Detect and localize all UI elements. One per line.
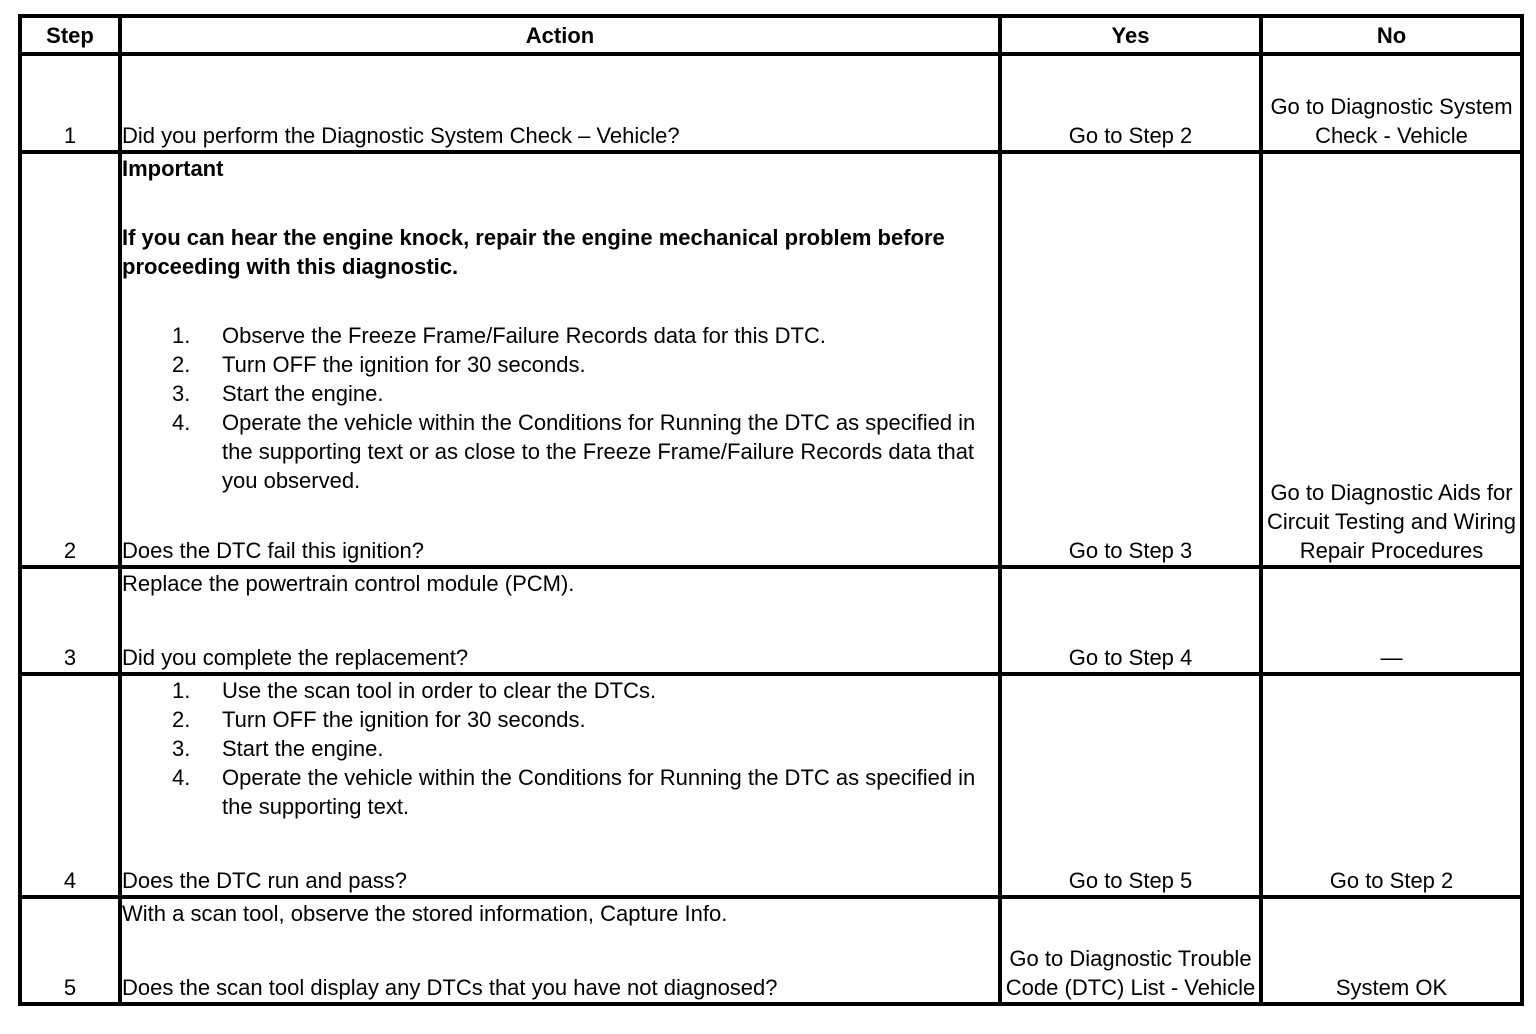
header-step: Step [20, 16, 120, 54]
list-item [172, 321, 998, 350]
action-text: Did you perform the Diagnostic System Check – Vehicle? [122, 123, 680, 148]
yes-cell: Go to Step 2 [1000, 54, 1261, 152]
header-action: Action [120, 16, 1000, 54]
list-item-number: 4. [172, 410, 191, 435]
procedure-list [122, 321, 998, 495]
action-cell [120, 152, 1000, 567]
list-item-number: 1. [172, 678, 191, 703]
step-number: 2 [20, 152, 120, 567]
table-row [20, 674, 1522, 897]
table-row [20, 54, 1522, 152]
list-item-text: Turn OFF the ignition for 30 seconds. [222, 352, 586, 377]
question-text: Did you complete the replacement? [122, 645, 469, 670]
list-item-text: Observe the Freeze Frame/Failure Records data for this DTC. [222, 323, 826, 348]
no-cell: System OK [1261, 897, 1522, 1004]
question-text: Does the scan tool display any DTCs that you have not diagnosed? [122, 975, 778, 1000]
action-cell [120, 567, 1000, 674]
list-item [172, 379, 998, 408]
question-text: Does the DTC run and pass? [122, 868, 407, 893]
step-number: 1 [20, 54, 120, 152]
no-cell: Go to Diagnostic Aids for Circuit Testing and Wiring Repair Procedures [1261, 152, 1522, 567]
important-label: Important [122, 156, 224, 181]
list-item-number: 2. [172, 352, 191, 377]
procedure-list [122, 676, 998, 821]
list-item-text: Use the scan tool in order to clear the DTCs. [222, 678, 657, 703]
action-text: With a scan tool, observe the stored information, Capture Info. [122, 901, 728, 926]
list-item [172, 408, 998, 495]
action-cell [120, 674, 1000, 897]
diagnostic-table [18, 14, 1524, 1006]
list-item-text: Start the engine. [222, 381, 384, 406]
list-item-text: Start the engine. [222, 736, 384, 761]
step-number: 4 [20, 674, 120, 897]
header-no: No [1261, 16, 1522, 54]
list-item-number: 4. [172, 765, 191, 790]
no-cell: Go to Diagnostic System Check - Vehicle [1261, 54, 1522, 152]
list-item-text: Operate the vehicle within the Conditions for Running the DTC as specified in the supporting text or as close to the Freeze Frame/Failure Records data that you observed. [222, 410, 976, 493]
no-cell: Go to Step 2 [1261, 674, 1522, 897]
table-row [20, 152, 1522, 567]
list-item [172, 705, 998, 734]
table-row [20, 897, 1522, 1004]
header-row [20, 16, 1522, 54]
list-item-text: Turn OFF the ignition for 30 seconds. [222, 707, 586, 732]
yes-cell: Go to Step 5 [1000, 674, 1261, 897]
yes-cell: Go to Step 3 [1000, 152, 1261, 567]
question-text: Does the DTC fail this ignition? [122, 538, 425, 563]
list-item-number: 3. [172, 381, 191, 406]
step-number: 5 [20, 897, 120, 1004]
action-text: Replace the powertrain control module (PCM). [122, 571, 575, 596]
list-item-number: 2. [172, 707, 191, 732]
list-item [172, 676, 998, 705]
yes-cell: Go to Diagnostic Trouble Code (DTC) List - Vehicle [1000, 897, 1261, 1004]
header-yes: Yes [1000, 16, 1261, 54]
list-item [172, 350, 998, 379]
yes-cell: Go to Step 4 [1000, 567, 1261, 674]
list-item-number: 1. [172, 323, 191, 348]
important-text: If you can hear the engine knock, repair the engine mechanical problem before proceeding with this diagnostic. [122, 225, 945, 279]
table-row [20, 567, 1522, 674]
action-cell [120, 54, 1000, 152]
action-cell [120, 897, 1000, 1004]
no-cell: — [1261, 567, 1522, 674]
list-item [172, 734, 998, 763]
list-item [172, 763, 998, 821]
list-item-number: 3. [172, 736, 191, 761]
list-item-text: Operate the vehicle within the Conditions for Running the DTC as specified in the supporting text. [222, 765, 976, 819]
step-number: 3 [20, 567, 120, 674]
